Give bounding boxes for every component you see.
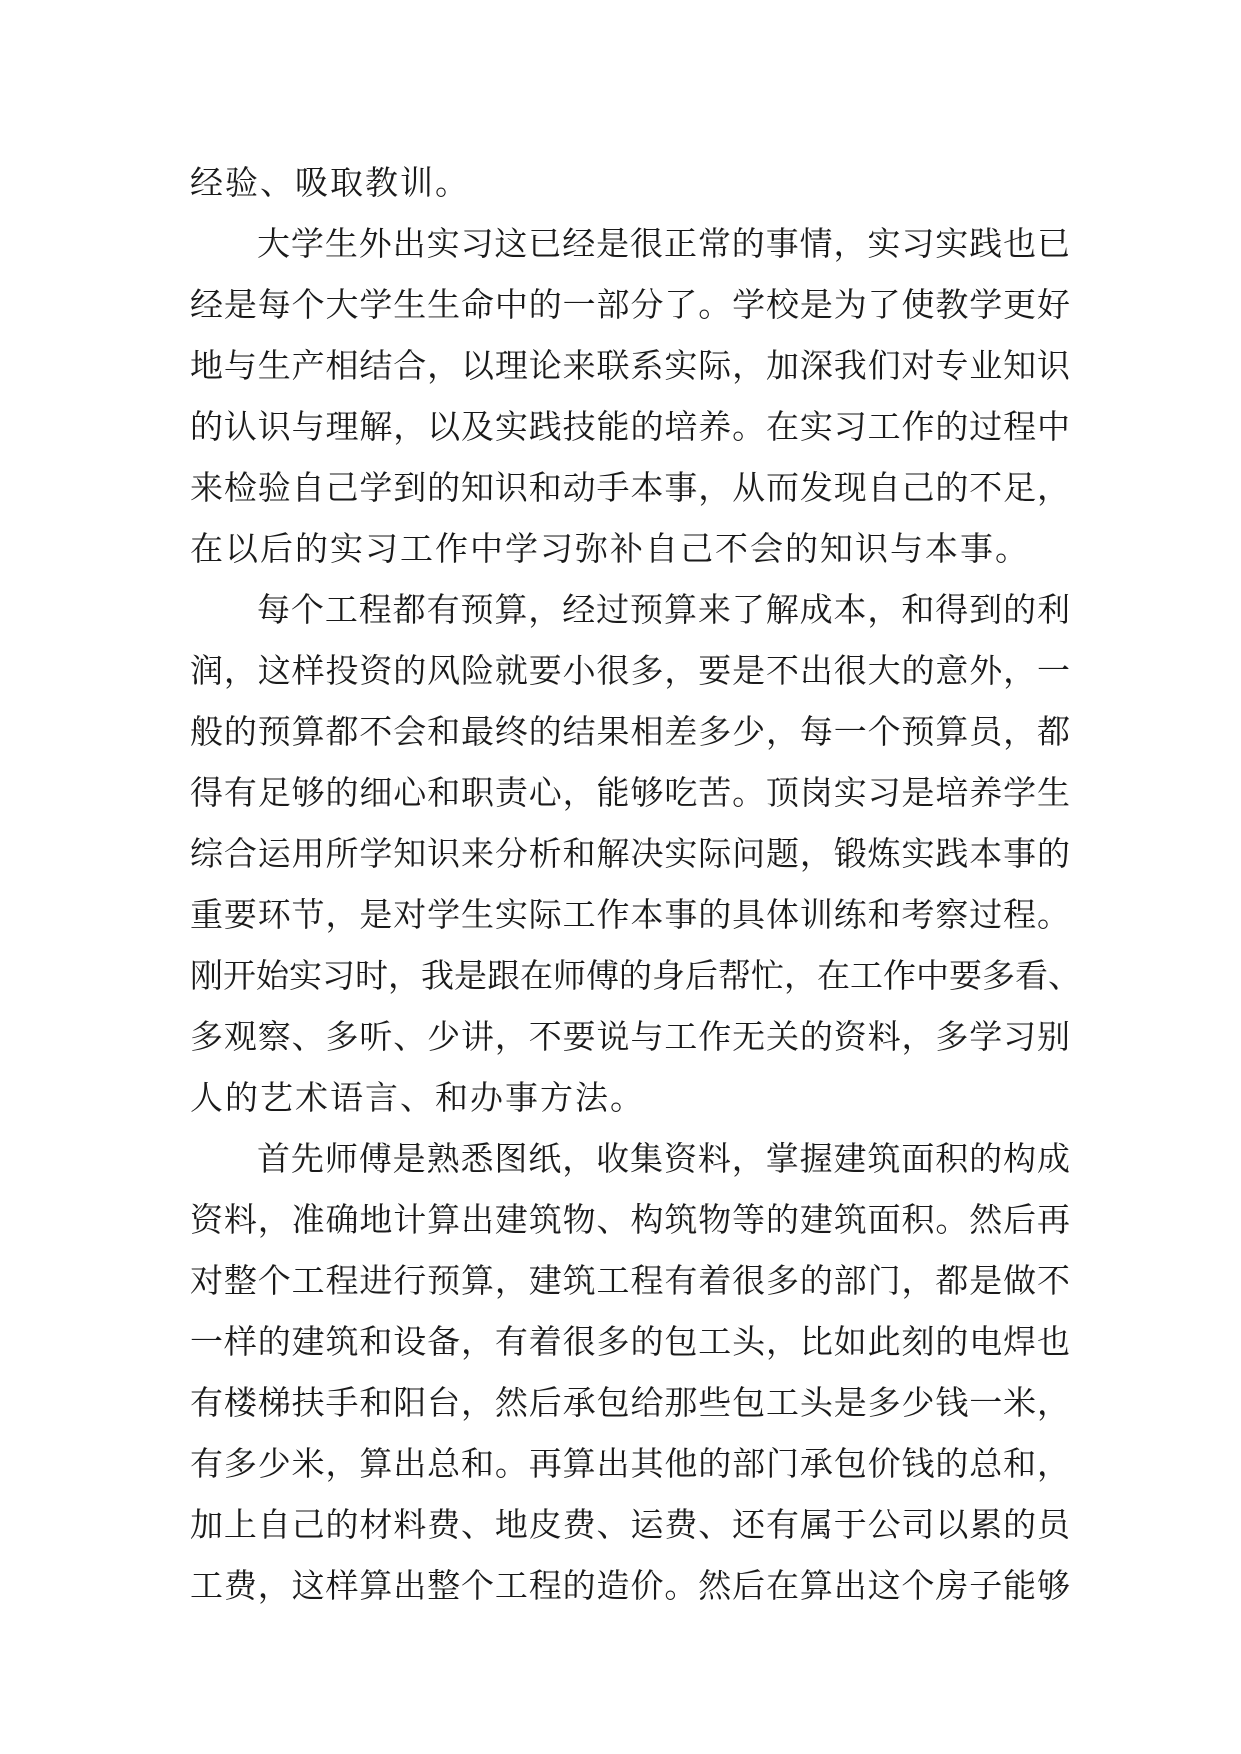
text-line: 得有足够的细心和职责心，能够吃苦。顶岗实习是培养学生 <box>190 773 1070 812</box>
text-line: 重要环节，是对学生实际工作本事的具体训练和考察过程。 <box>190 895 1070 934</box>
text-line: 有楼梯扶手和阳台，然后承包给那些包工头是多少钱一米， <box>190 1383 1070 1422</box>
text-line: 每个工程都有预算，经过预算来了解成本，和得到的利 <box>257 590 1070 629</box>
body-text <box>190 152 1081 1616</box>
text-line: 多观察、多听、少讲，不要说与工作无关的资料，多学习别 <box>190 1017 1070 1056</box>
text-line: 来检验自己学到的知识和动手本事，从而发现自己的不足， <box>190 468 1070 507</box>
text-line: 地与生产相结合，以理论来联系实际，加深我们对专业知识 <box>190 346 1070 385</box>
text-line: 对整个工程进行预算，建筑工程有着很多的部门，都是做不 <box>190 1261 1070 1300</box>
text-line: 经验、吸取教训。 <box>190 163 470 202</box>
text-line: 首先师傅是熟悉图纸，收集资料，掌握建筑面积的构成 <box>257 1139 1070 1178</box>
text-line: 一样的建筑和设备，有着很多的包工头，比如此刻的电焊也 <box>190 1322 1070 1361</box>
text-line: 有多少米，算出总和。再算出其他的部门承包价钱的总和， <box>190 1444 1070 1483</box>
text-line: 般的预算都不会和最终的结果相差多少，每一个预算员，都 <box>190 712 1070 751</box>
text-line: 大学生外出实习这已经是很正常的事情，实习实践也已 <box>257 224 1070 263</box>
text-line: 在以后的实习工作中学习弥补自己不会的知识与本事。 <box>190 529 1030 568</box>
text-line: 的认识与理解，以及实践技能的培养。在实习工作的过程中 <box>190 407 1070 446</box>
text-line: 刚开始实习时，我是跟在师傅的身后帮忙，在工作中要多看、 <box>190 956 1081 995</box>
text-line: 润，这样投资的风险就要小很多，要是不出很大的意外，一 <box>190 651 1070 690</box>
text-line: 经是每个大学生生命中的一部分了。学校是为了使教学更好 <box>190 285 1070 324</box>
text-line: 加上自己的材料费、地皮费、运费、还有属于公司以累的员 <box>190 1505 1070 1544</box>
text-line: 工费，这样算出整个工程的造价。然后在算出这个房子能够 <box>190 1566 1070 1605</box>
text-line: 综合运用所学知识来分析和解决实际问题，锻炼实践本事的 <box>190 834 1070 873</box>
text-line: 人的艺术语言、和办事方法。 <box>190 1078 645 1117</box>
text-line: 资料，准确地计算出建筑物、构筑物等的建筑面积。然后再 <box>190 1200 1070 1239</box>
